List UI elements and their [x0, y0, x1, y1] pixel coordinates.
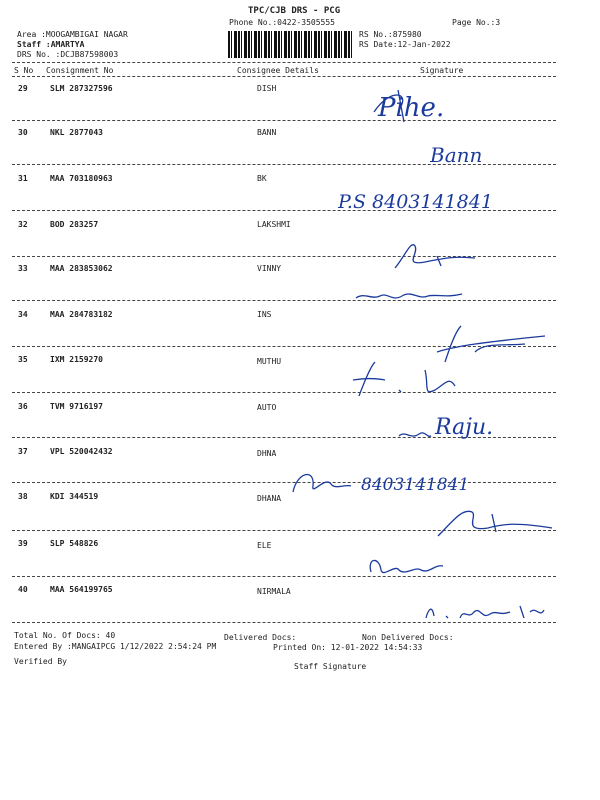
row-sno: 33 [18, 264, 28, 273]
staff-field: Staff :AMARTYA [17, 40, 85, 49]
signature-scribble [352, 280, 472, 308]
row-sno: 32 [18, 220, 28, 229]
row-consignment: KDI 344519 [50, 492, 99, 501]
row-consignment: MAA 284783182 [50, 310, 113, 319]
row-sno: 36 [18, 402, 28, 411]
row-sno: 29 [18, 84, 28, 93]
barcode [228, 31, 352, 58]
column-header-consignee: Consignee Details [237, 66, 319, 75]
column-header-sno: S No [14, 66, 34, 75]
verified-by: Verified By [14, 657, 67, 666]
rs-number: RS No.:875980 [359, 30, 422, 39]
column-header-consignment: Consignment No [46, 66, 114, 75]
delivered-docs: Delivered Docs: [224, 633, 297, 642]
svg-text:8403141841: 8403141841 [361, 475, 470, 495]
row-sno: 35 [18, 355, 28, 364]
row-consignment: MAA 703180963 [50, 174, 113, 183]
row-consignment: TVM 9716197 [50, 402, 103, 411]
row-consignee: MUTHU [257, 357, 282, 366]
divider [12, 76, 556, 77]
signature-scribble [338, 182, 578, 216]
signature-scribble [370, 82, 490, 126]
row-consignee: NIRMALA [257, 587, 291, 596]
rs-date: RS Date:12-Jan-2022 [359, 40, 451, 49]
entered-by: Entered By :MANGAIPCG 1/12/2022 2:54:24 PM [14, 642, 217, 651]
row-consignee: LAKSHMI [257, 220, 291, 229]
row-consignment: VPL 520042432 [50, 447, 113, 456]
signature-scribble [365, 548, 475, 580]
row-consignee: VINNY [257, 264, 282, 273]
column-header-signature: Signature [420, 66, 464, 75]
printed-on: Printed On: 12-01-2022 14:54:33 [273, 643, 423, 652]
phone-number: Phone No.:0422-3505555 [229, 18, 335, 27]
svg-text:Raju.: Raju. [435, 415, 494, 440]
row-sno: 30 [18, 128, 28, 137]
svg-text:Bann: Bann [430, 143, 483, 167]
svg-text:Pihe.: Pihe. [378, 93, 445, 123]
signature-scribble [395, 410, 535, 446]
row-consignee: DHANA [257, 494, 282, 503]
signature-scribble [385, 236, 495, 276]
row-consignee: BANN [257, 128, 277, 137]
row-sno: 34 [18, 310, 28, 319]
row-consignee: DHNA [257, 449, 277, 458]
non-delivered-docs: Non Delivered Docs: [362, 633, 454, 642]
divider [12, 62, 556, 63]
row-consignment: SLM 287327596 [50, 84, 113, 93]
signature-scribble [345, 356, 475, 402]
document-title: TPC/CJB DRS - PCG [248, 6, 341, 16]
signature-scribble [432, 502, 562, 542]
row-sno: 31 [18, 174, 28, 183]
staff-signature-label: Staff Signature [294, 662, 367, 671]
total-docs: Total No. Of Docs: 40 [14, 631, 116, 640]
row-sno: 39 [18, 539, 28, 548]
area-field: Area :MOOGAMBIGAI NAGAR [17, 30, 128, 39]
row-divider [12, 300, 556, 301]
page-number: Page No.:3 [452, 18, 501, 27]
row-consignment: MAA 564199765 [50, 585, 113, 594]
svg-text:P.S 8403141841: P.S 8403141841 [338, 191, 493, 213]
row-sno: 37 [18, 447, 28, 456]
row-consignment: MAA 283853062 [50, 264, 113, 273]
signature-scribble [430, 138, 530, 168]
signature-scribble [420, 596, 560, 626]
row-consignee: AUTO [257, 403, 277, 412]
signature-scribble [285, 462, 505, 502]
row-consignment: NKL 2877043 [50, 128, 103, 137]
row-consignee: INS [257, 310, 272, 319]
row-consignment: SLP 548826 [50, 539, 99, 548]
row-consignment: BOD 283257 [50, 220, 99, 229]
row-sno: 40 [18, 585, 28, 594]
row-sno: 38 [18, 492, 28, 501]
row-consignment: IXM 2159270 [50, 355, 103, 364]
row-consignee: DISH [257, 84, 277, 93]
row-consignee: BK [257, 174, 267, 183]
drs-number: DRS No. :DCJB87598003 [17, 50, 119, 59]
row-consignee: ELE [257, 541, 272, 550]
